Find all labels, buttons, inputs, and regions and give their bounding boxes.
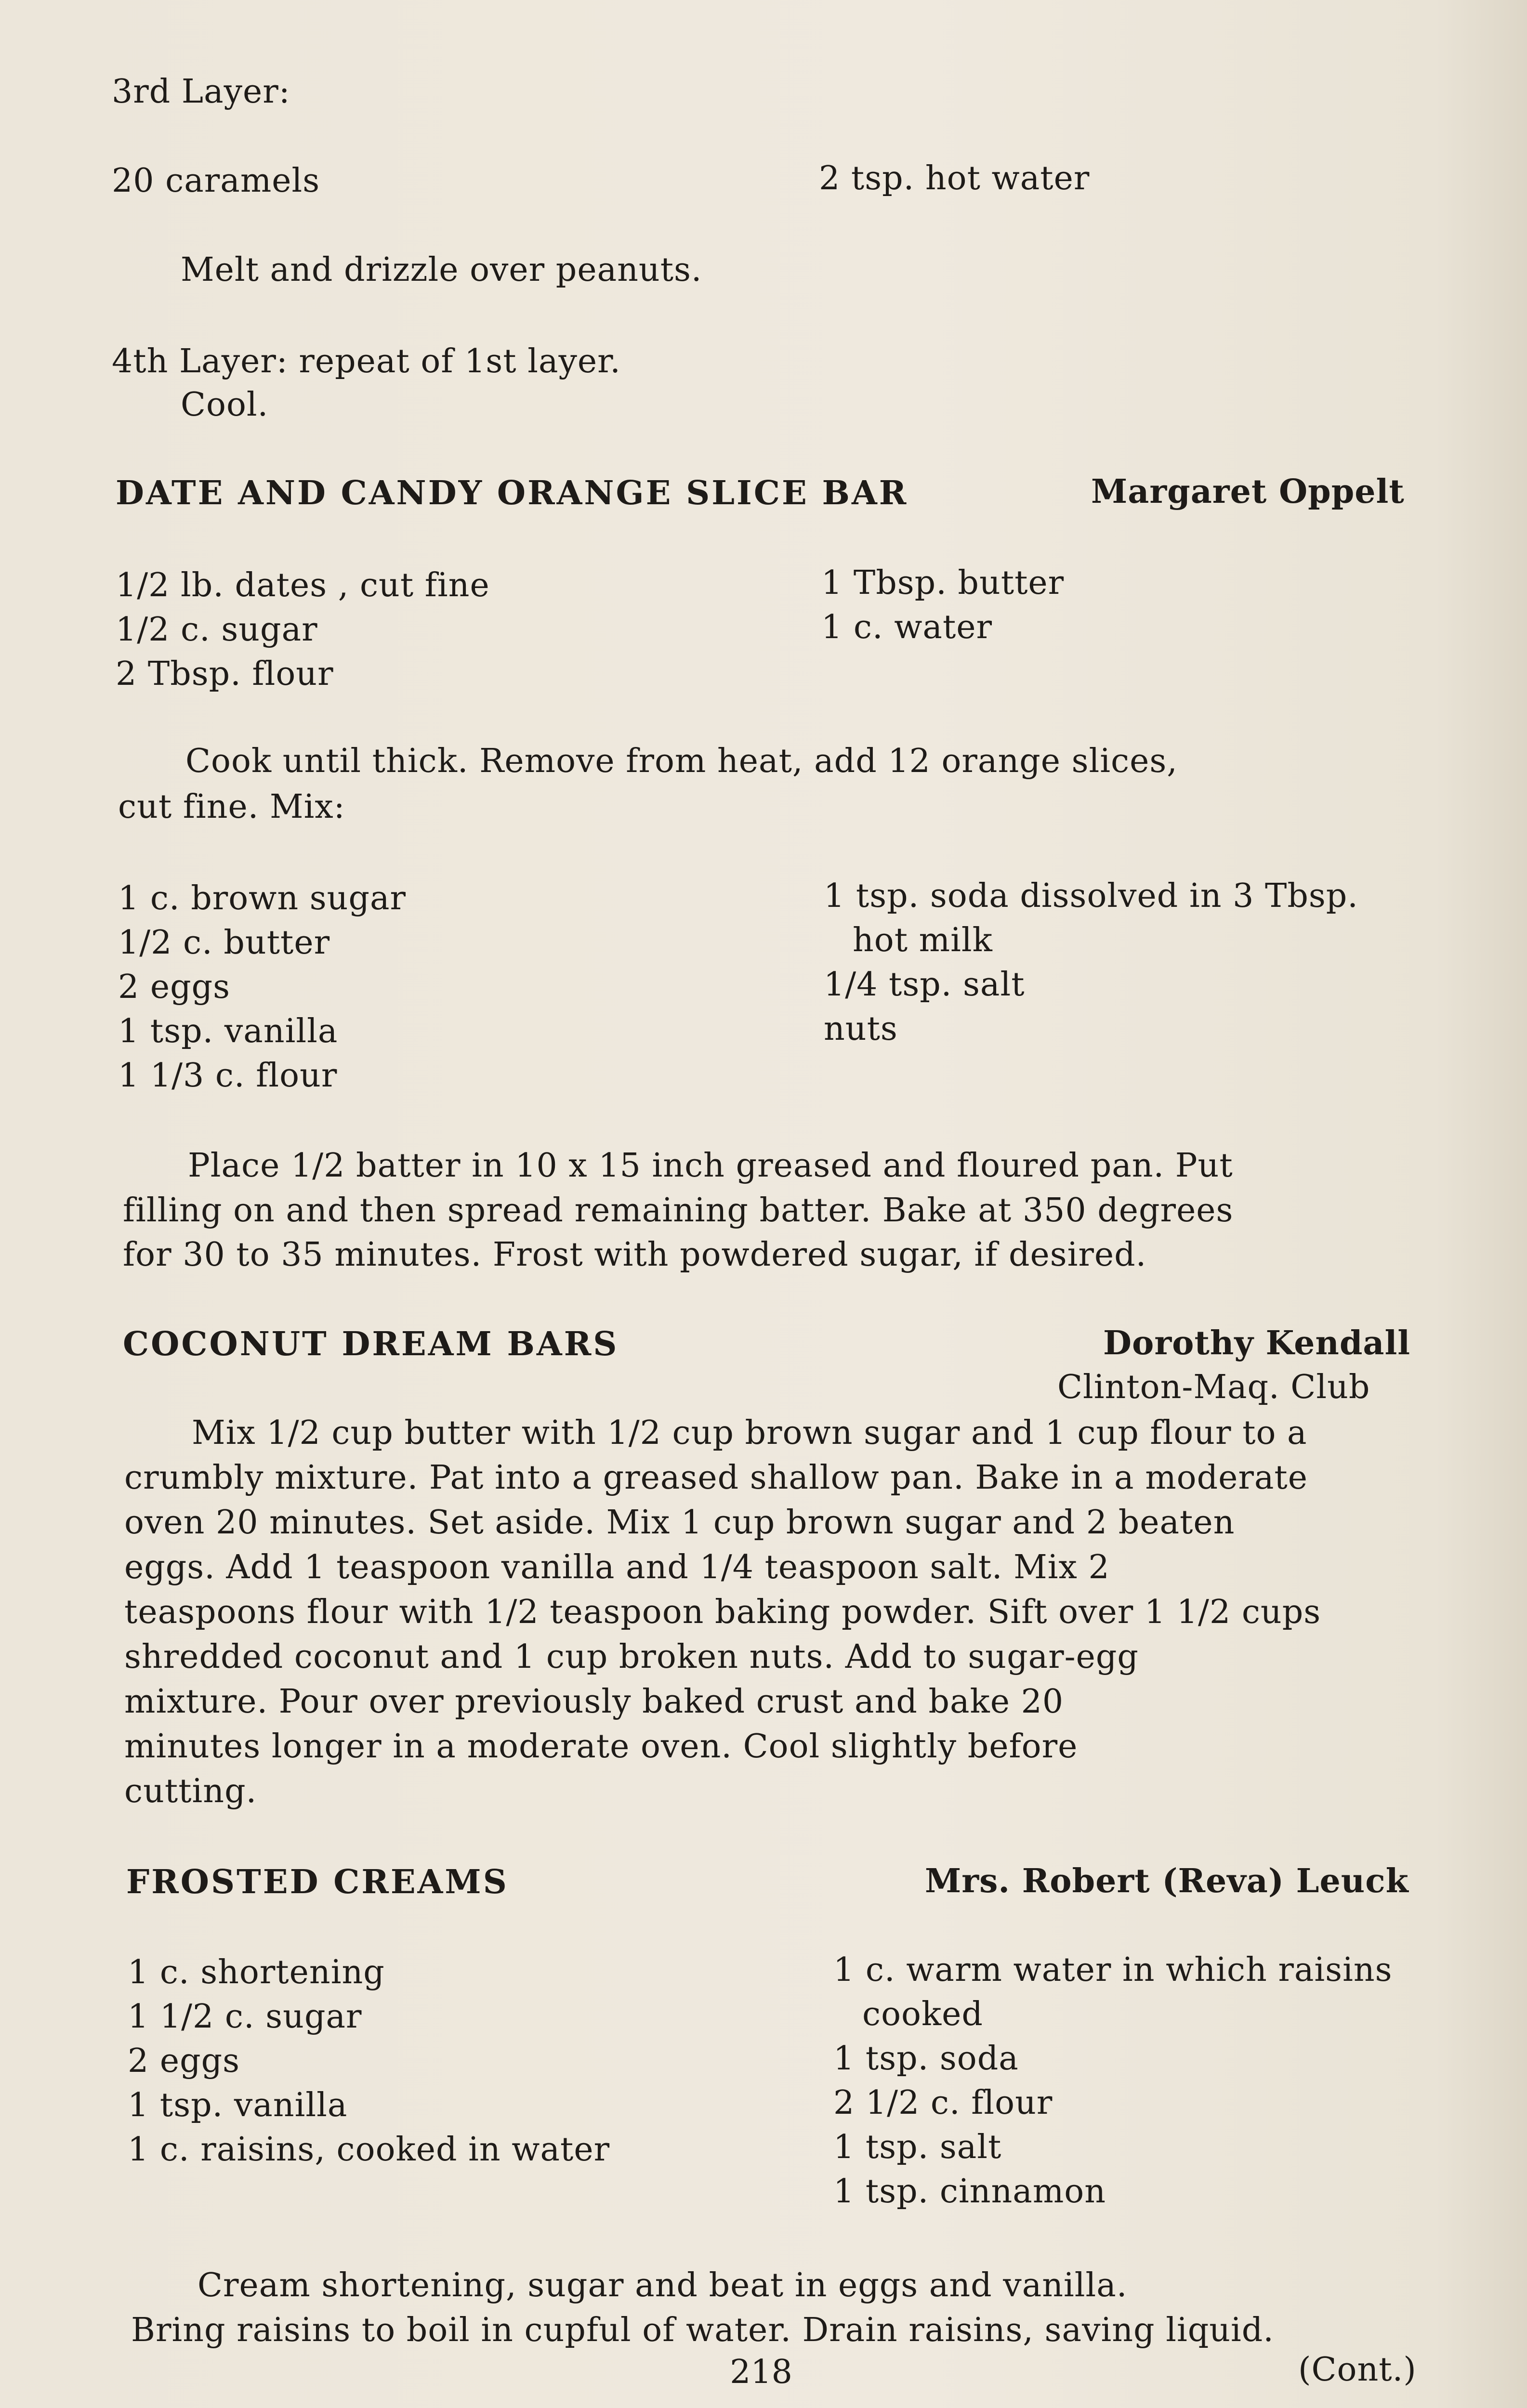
ingredient-line: 1 tsp. soda [833,2040,1019,2078]
ingredient-line: 1 tsp. vanilla [128,2086,348,2124]
recipe-author: Dorothy Kendall [1103,1324,1411,1362]
instruction-line: minutes longer in a moderate oven. Cool slightly before [124,1727,1078,1766]
ingredient-line: 1 c. water [821,608,993,646]
ingredient-line: 1 tsp. cinnamon [833,2172,1106,2211]
instruction-line: crumbly mixture. Pat into a greased shallow pan. Bake in a moderate [124,1459,1308,1497]
ingredient-line: 1/2 c. sugar [116,611,318,649]
ingredient-line: hot milk [853,921,993,959]
layer-4-label: 4th Layer: repeat of 1st layer. [112,342,621,380]
ingredient-line: 20 caramels [112,162,320,200]
instruction-line: Bring raisins to boil in cupful of water. Drain raisins, saving liquid. [131,2311,1274,2349]
club-name: Clinton-Maq. Club [1057,1368,1370,1406]
ingredient-line: 2 Tbsp. flour [116,655,334,693]
instruction-line: filling on and then spread remaining batter. Bake at 350 degrees [123,1191,1234,1230]
instruction-line: cutting. [124,1772,257,1810]
ingredient-line: 1 tsp. salt [833,2128,1002,2166]
ingredient-line: cooked [862,1995,983,2033]
ingredient-line: 2 eggs [118,968,231,1006]
recipe-title: FROSTED CREAMS [126,1863,509,1901]
instruction-line: shredded coconut and 1 cup broken nuts. Add to sugar-egg [124,1638,1139,1676]
instruction-line: teaspoons flour with 1/2 teaspoon baking powder. Sift over 1 1/2 cups [124,1593,1321,1631]
instruction-line: Cool. [181,386,269,424]
instruction-line: Place 1/2 batter in 10 x 15 inch greased and floured pan. Put [188,1147,1233,1185]
ingredient-line: 2 eggs [128,2042,240,2080]
ingredient-line: 1 c. shortening [128,1953,385,1991]
continued-label: (Cont.) [1298,2351,1417,2389]
recipe-title: COCONUT DREAM BARS [123,1325,619,1363]
recipe-title: DATE AND CANDY ORANGE SLICE BAR [116,474,908,512]
ingredient-line: 1 1/3 c. flour [118,1057,338,1095]
ingredient-line: nuts [824,1010,898,1048]
instruction-line: oven 20 minutes. Set aside. Mix 1 cup brown sugar and 2 beaten [124,1504,1235,1542]
instruction-line: Cream shortening, sugar and beat in eggs and vanilla. [197,2266,1128,2304]
ingredient-line: 1 tsp. vanilla [118,1012,338,1050]
layer-3-label: 3rd Layer: [112,73,290,111]
instruction-line: Melt and drizzle over peanuts. [181,251,702,289]
ingredient-line: 1 tsp. soda dissolved in 3 Tbsp. [824,877,1358,915]
page-number: 218 [730,2353,792,2391]
recipe-author: Mrs. Robert (Reva) Leuck [925,1862,1409,1900]
instruction-line: mixture. Pour over previously baked crust and bake 20 [124,1683,1064,1721]
ingredient-line: 1 c. raisins, cooked in water [128,2131,610,2169]
ingredient-line: 1 c. brown sugar [118,879,407,917]
ingredient-line: 1 1/2 c. sugar [128,1998,362,2036]
instruction-line: eggs. Add 1 teaspoon vanilla and 1/4 teaspoon salt. Mix 2 [124,1548,1110,1586]
recipe-author: Margaret Oppelt [1091,472,1405,511]
ingredient-line: 1/2 lb. dates , cut fine [116,566,490,604]
ingredient-line: 2 1/2 c. flour [833,2084,1053,2122]
ingredient-line: 1/2 c. butter [118,924,330,962]
ingredient-line: 1 Tbsp. butter [821,564,1065,602]
instruction-line: Mix 1/2 cup butter with 1/2 cup brown sugar and 1 cup flour to a [192,1414,1307,1452]
ingredient-line: 1 c. warm water in which raisins [833,1951,1393,1989]
instruction-line: cut fine. Mix: [118,788,345,826]
instruction-line: Cook until thick. Remove from heat, add 12 orange slices, [185,742,1178,780]
instruction-line: for 30 to 35 minutes. Frost with powdered sugar, if desired. [123,1236,1147,1274]
ingredient-line: 1/4 tsp. salt [824,966,1025,1004]
ingredient-line: 2 tsp. hot water [819,159,1090,197]
